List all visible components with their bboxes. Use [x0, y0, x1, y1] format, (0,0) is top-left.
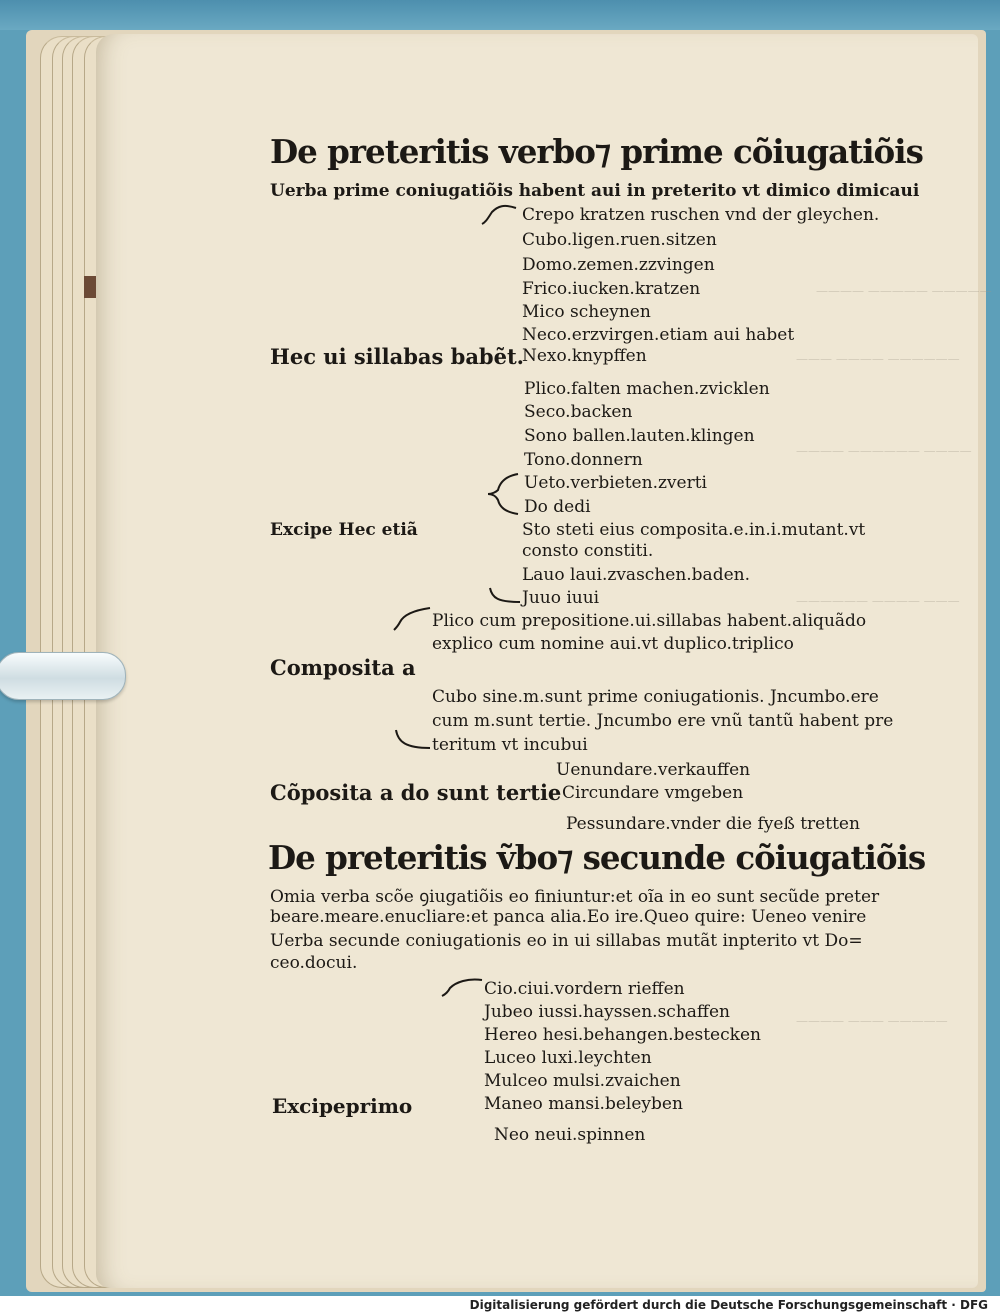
brace-mark — [392, 604, 432, 634]
verb-entry: Sono ballen.lauten.klingen — [524, 426, 755, 446]
verb-entry: Maneo mansi.beleyben — [484, 1094, 683, 1114]
verb-entry: Hereo hesi.behangen.bestecken — [484, 1025, 761, 1045]
label-hec-ui-sillabas: Hec ui sillabas babẽt. — [270, 344, 524, 369]
bleed-through: ———— ————— ————— — [816, 284, 992, 298]
do-compound-verb: Uenundare.verkauffen — [556, 760, 751, 780]
bleed-through: —————— ———— ——— — [796, 594, 960, 608]
brace-mark — [478, 200, 518, 226]
verb-entry: consto constiti. — [522, 541, 654, 561]
verb-entry: Ueto.verbieten.zverti — [524, 473, 707, 493]
label-composita-a: Composita a — [270, 655, 416, 680]
verb-entry: Frico.iucken.kratzen — [522, 279, 701, 299]
brace-mark — [392, 728, 432, 754]
verb-entry: Seco.backen — [524, 402, 633, 422]
intro-second-conjugation-line: ceo.docui. — [270, 953, 358, 973]
intro-second-conjugation-line: beare.meare.enucliare:et panca alia.Eo ire.Queo quire: Ueneo venire — [270, 907, 867, 927]
verb-entry: Sto steti eius composita.e.in.i.mutant.vt — [522, 520, 866, 540]
verb-entry: Nexo.knypffen — [522, 346, 647, 366]
cubo-note-line: teritum vt incubui — [432, 735, 588, 755]
verb-entry: Cubo.ligen.ruen.sitzen — [522, 230, 717, 250]
do-compound-verb: Pessundare.vnder die fyeß tretten — [566, 814, 860, 834]
verb-entry: Mico scheynen — [522, 302, 651, 322]
verb-entry: Jubeo iussi.hayssen.schaffen — [484, 1002, 730, 1022]
verb-entry: Juuo iuui — [522, 588, 600, 608]
verb-entry: Luceo luxi.leychten — [484, 1048, 652, 1068]
plastic-page-clip — [0, 652, 126, 700]
brace-mark — [486, 586, 522, 606]
label-coposita-a-do: Cõposita a do sunt tertie — [270, 780, 562, 805]
verb-entry: Neo neui.spinnen — [494, 1125, 646, 1145]
book-cover-top-edge — [0, 0, 1000, 30]
verb-entry: Lauo laui.zvaschen.baden. — [522, 565, 750, 585]
verb-entry: Neco.erzvirgen.etiam aui habet — [522, 325, 795, 345]
bleed-through: ———— —————— ———— — [796, 444, 972, 458]
bleed-through: ———— ——— ————— — [796, 1014, 948, 1028]
verb-entry: Mulceo mulsi.zvaichen — [484, 1071, 681, 1091]
do-compound-verb: Circundare vmgeben — [562, 783, 744, 803]
verb-entry: Crepo kratzen ruschen vnd der gleychen. — [522, 205, 880, 225]
intro-second-conjugation-line: Omia verba scõe ꝯiugatiõis eo finiuntur:et oĩa in eo sunt secũde preter — [270, 887, 880, 907]
cubo-note-line: cum m.sunt tertie. Jncumbo ere vnũ tantũ habent pre — [432, 711, 894, 731]
section-heading-first-conjugation: De preteritis verbo⁊ prime cõiugatiõis — [270, 132, 923, 171]
verb-entry: Domo.zemen.zzvingen — [522, 255, 715, 275]
bleed-through: ——— ———— —————— — [796, 352, 960, 366]
brace-mark — [484, 470, 520, 516]
label-excipe-primo: Excipeprimo — [272, 1094, 413, 1118]
label-excipe-hec-etia: Excipe Hec etiã — [270, 520, 418, 540]
plico-note-line: Plico cum prepositione.ui.sillabas habent.aliquãdo — [432, 611, 867, 631]
intro-second-conjugation-line: Uerba secunde coniugationis eo in ui sillabas mutãt inpterito vt Do= — [270, 931, 863, 951]
verb-entry: Cio.ciui.vordern rieffen — [484, 979, 685, 999]
intro-first-conjugation: Uerba prime coniugatiõis habent aui in preterito vt dimico dimicaui — [270, 181, 920, 201]
verb-entry: Do dedi — [524, 497, 591, 517]
brace-mark — [440, 974, 484, 1000]
funding-credit: Digitalisierung gefördert durch die Deutsche Forschungsgemeinschaft · DFG — [469, 1298, 988, 1312]
plico-note-line: explico cum nomine aui.vt duplico.triplico — [432, 634, 794, 654]
section-heading-second-conjugation: De preteritis ṽbo⁊ secunde cõiugatiõis — [268, 838, 926, 877]
verb-entry: Plico.falten machen.zvicklen — [524, 379, 770, 399]
cubo-note-line: Cubo sine.m.sunt prime coniugationis. Jncumbo.ere — [432, 687, 879, 707]
verb-entry: Tono.donnern — [524, 450, 643, 470]
